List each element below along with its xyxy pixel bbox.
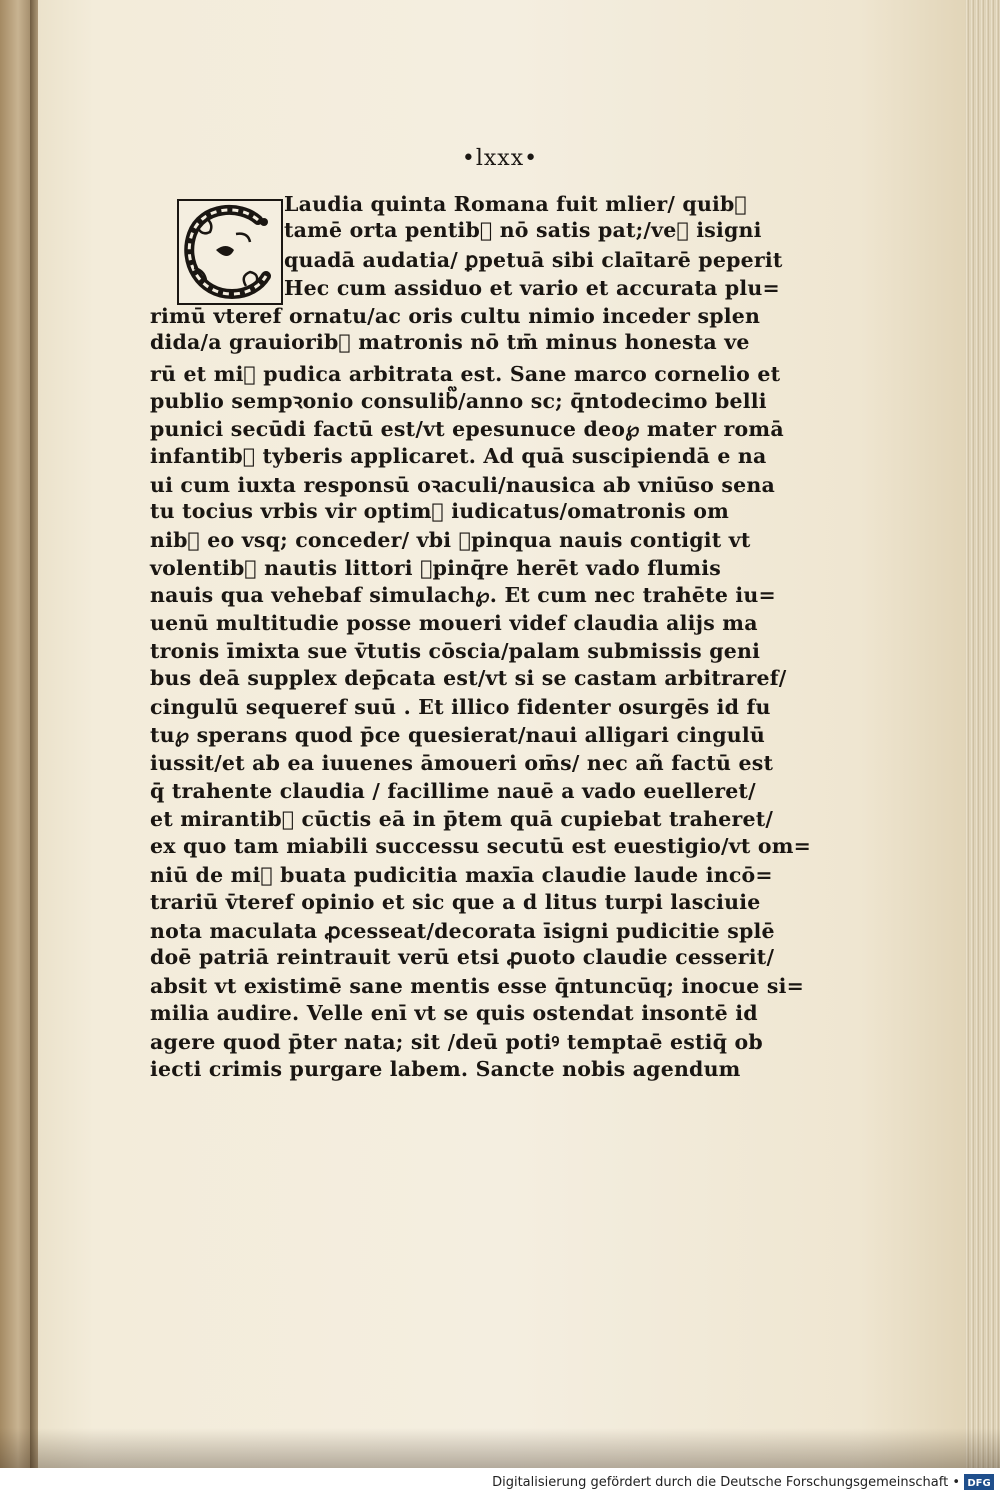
text-line: tamē orta pentib᷑ nō satis pat;/ve℘ isigni <box>284 218 762 242</box>
text-line: volentib᷑ nautis littori ꝓpinq̄re herēt vado flumis <box>150 556 721 580</box>
text-line: milia audire. Velle enī vt se quis ostendat insontē id <box>150 1001 758 1025</box>
bottom-shadow <box>0 1428 1000 1468</box>
text-line: ex quo tam miabili successu secutū est euestigio/vt om= <box>150 834 812 858</box>
text-line: q̄̄ trahente claudia / facillime nauē a vado euelleret/ <box>150 779 756 803</box>
text-line: doē patriā reintrauit verū etsi ꝓuoto claudie cesserit/ <box>150 945 775 969</box>
text-line: et mirantib᷑ cūctis eā in p̄tem quā cupiebat traheret/ <box>150 807 774 831</box>
text-line: rimū vteref ornatu/ac oris cultu nimio inceder splen <box>150 304 761 328</box>
text-line: rū et mi᷑ pudica arbitrata est. Sane marco cornelio et <box>150 362 781 386</box>
text-line: trariū v̄teref opinio et sic que a d litus turpi lasciuie <box>150 890 761 914</box>
dfg-logo-icon <box>964 1474 994 1490</box>
text-line: iecti crimis purgare labem. Sancte nobis agendum <box>150 1057 741 1081</box>
text-line: nauis qua vehebaf simulach℘. Et cum nec trahēte iu= <box>150 583 776 607</box>
digitization-footer <box>0 1468 1000 1498</box>
folio-number: •lxxx• <box>461 146 539 171</box>
text-line: tu tocius vrbis vir optim᷑ iudicatus/omatronis om <box>150 499 729 523</box>
text-line: tu℘ sperans quod p̄ce quesierat/naui alligari cingulū <box>150 723 765 747</box>
text-line: punici secūdi factū est/vt epesunuce deo℘ mater romā <box>150 417 784 441</box>
text-line: dida/a grauiorib᷑ matronis nō tm̄ minus honesta ve <box>150 330 750 354</box>
text-line: Laudia quinta Romana fuit mlier/ quib᷑ <box>284 192 747 216</box>
text-line: tronis īmixta sue v̄tutis cōscia/palam submissis geni <box>150 639 761 663</box>
text-line: absit vt existimē sane mentis esse q̄ntuncūq; inocue si= <box>150 974 804 998</box>
text-line: nota maculata ꝓcesseat/decorata īsigni pudicitie splē <box>150 919 775 943</box>
text-line: niū de mi᷑ buata pudicitia maxīa claudie laude incō= <box>150 863 773 887</box>
dfg-logo-text: DFG <box>967 1478 991 1489</box>
decorated-initial-c <box>176 198 284 306</box>
text-line: quadā audatia/ ꝑpetuā sibi claītarē peperit <box>284 248 783 272</box>
text-line: Hec cum assiduo et vario et accurata plu= <box>284 276 780 300</box>
text-line: nib᷑ eo vsq; conceder/ vbi ꝓpinqua nauis contigit vt <box>150 528 751 552</box>
page-stack-edges <box>965 0 1000 1468</box>
text-line: iussit/et ab ea iuuenes āmoueri om̄s/ nec añ factū est <box>150 751 774 775</box>
digitization-credit: Digitalisierung gefördert durch die Deutsche Forschungsgemeinschaft • <box>492 1475 960 1490</box>
text-line: bus deā supplex dep̄cata est/vt si se castam arbitraref/ <box>150 666 787 690</box>
text-line: infantib᷑ tyberis applicaret. Ad quā suscipiendā e na <box>150 444 767 468</box>
text-line: ui cum iuxta responsū oꝛaculi/nausica ab vniūso sena <box>150 473 775 497</box>
text-line: agere quod p̄ter nata; sit /deū potiꝰ temptaē estiq̄ ob <box>150 1030 763 1054</box>
text-line: uenū multitudie posse moueri videf claudia alijs ma <box>150 611 758 635</box>
text-line: publio sempꝛonio consulib᷑/anno sc; q̄ntodecimo belli <box>150 389 767 413</box>
text-line: cingulū sequeref suū . Et illico fidenter osurgēs id fu <box>150 695 771 719</box>
